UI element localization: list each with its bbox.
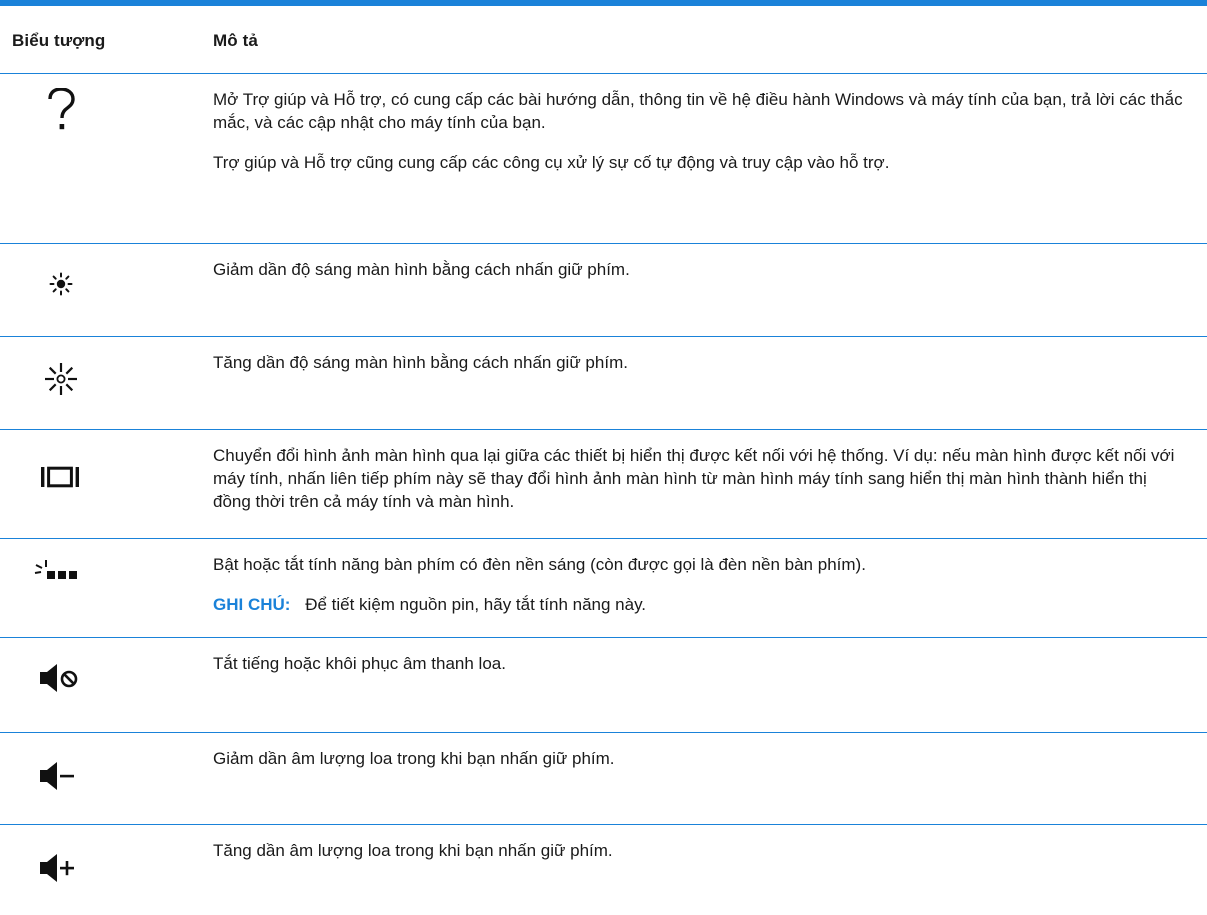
note-text: Để tiết kiệm nguồn pin, hãy tắt tính năng này. bbox=[305, 595, 647, 614]
table-row-brightness-down bbox=[0, 244, 1207, 337]
description-text: Giảm dần âm lượng loa trong khi bạn nhấn giữ phím. bbox=[213, 749, 615, 768]
description-text: Trợ giúp và Hỗ trợ cũng cung cấp các công cụ xử lý sự cố tự động và truy cập vào hỗ trợ. bbox=[213, 153, 890, 172]
speaker-mute-icon bbox=[38, 662, 82, 694]
switch-display-icon bbox=[40, 466, 80, 488]
description-text: Bật hoặc tắt tính năng bàn phím có đèn nền sáng (còn được gọi là đèn nền bàn phím). bbox=[213, 555, 866, 574]
table-header-row bbox=[0, 6, 1207, 74]
table-row-switch-display bbox=[0, 430, 1207, 539]
brightness-down-icon bbox=[48, 271, 74, 297]
brightness-up-icon bbox=[44, 362, 78, 396]
description-text: Giảm dần độ sáng màn hình bằng cách nhấn giữ phím. bbox=[213, 260, 630, 279]
description-text: Chuyển đổi hình ảnh màn hình qua lại giữa các thiết bị hiển thị được kết nối với hệ thống. Ví dụ: nếu màn hình được kết nối với máy tính, nhấn liên tiếp phím này sẽ thay đổi hình ảnh màn hình từ màn hình máy tính sang hiển thị màn hình thành hiển thị đồng thời trên cả máy tính và màn hình. bbox=[213, 446, 1175, 511]
help-question-icon bbox=[46, 88, 76, 132]
header-description-column: Mô tả bbox=[213, 30, 258, 50]
description-text: Tăng dần độ sáng màn hình bằng cách nhấn giữ phím. bbox=[213, 353, 628, 372]
note bbox=[213, 593, 1187, 616]
keyboard-backlight-icon bbox=[34, 559, 82, 583]
description-text: Tắt tiếng hoặc khôi phục âm thanh loa. bbox=[213, 654, 506, 673]
table-row-keyboard-backlight bbox=[0, 539, 1207, 638]
header-icon-column: Biểu tượng bbox=[12, 30, 106, 50]
table-row-volume-down bbox=[0, 733, 1207, 825]
volume-down-icon bbox=[38, 760, 82, 792]
description-text: Tăng dần âm lượng loa trong khi bạn nhấn giữ phím. bbox=[213, 841, 613, 860]
description-text: Mở Trợ giúp và Hỗ trợ, có cung cấp các bài hướng dẫn, thông tin về hệ điều hành Windows và máy tính của bạn, trả lời các thắc mắc, và các cập nhật cho máy tính của bạn. bbox=[213, 90, 1183, 132]
volume-up-icon bbox=[38, 852, 82, 884]
note-label: GHI CHÚ: bbox=[213, 595, 291, 614]
table-row-help bbox=[0, 74, 1207, 244]
table-row-brightness-up bbox=[0, 337, 1207, 430]
table-row-volume-up bbox=[0, 825, 1207, 915]
table-row-mute bbox=[0, 638, 1207, 733]
